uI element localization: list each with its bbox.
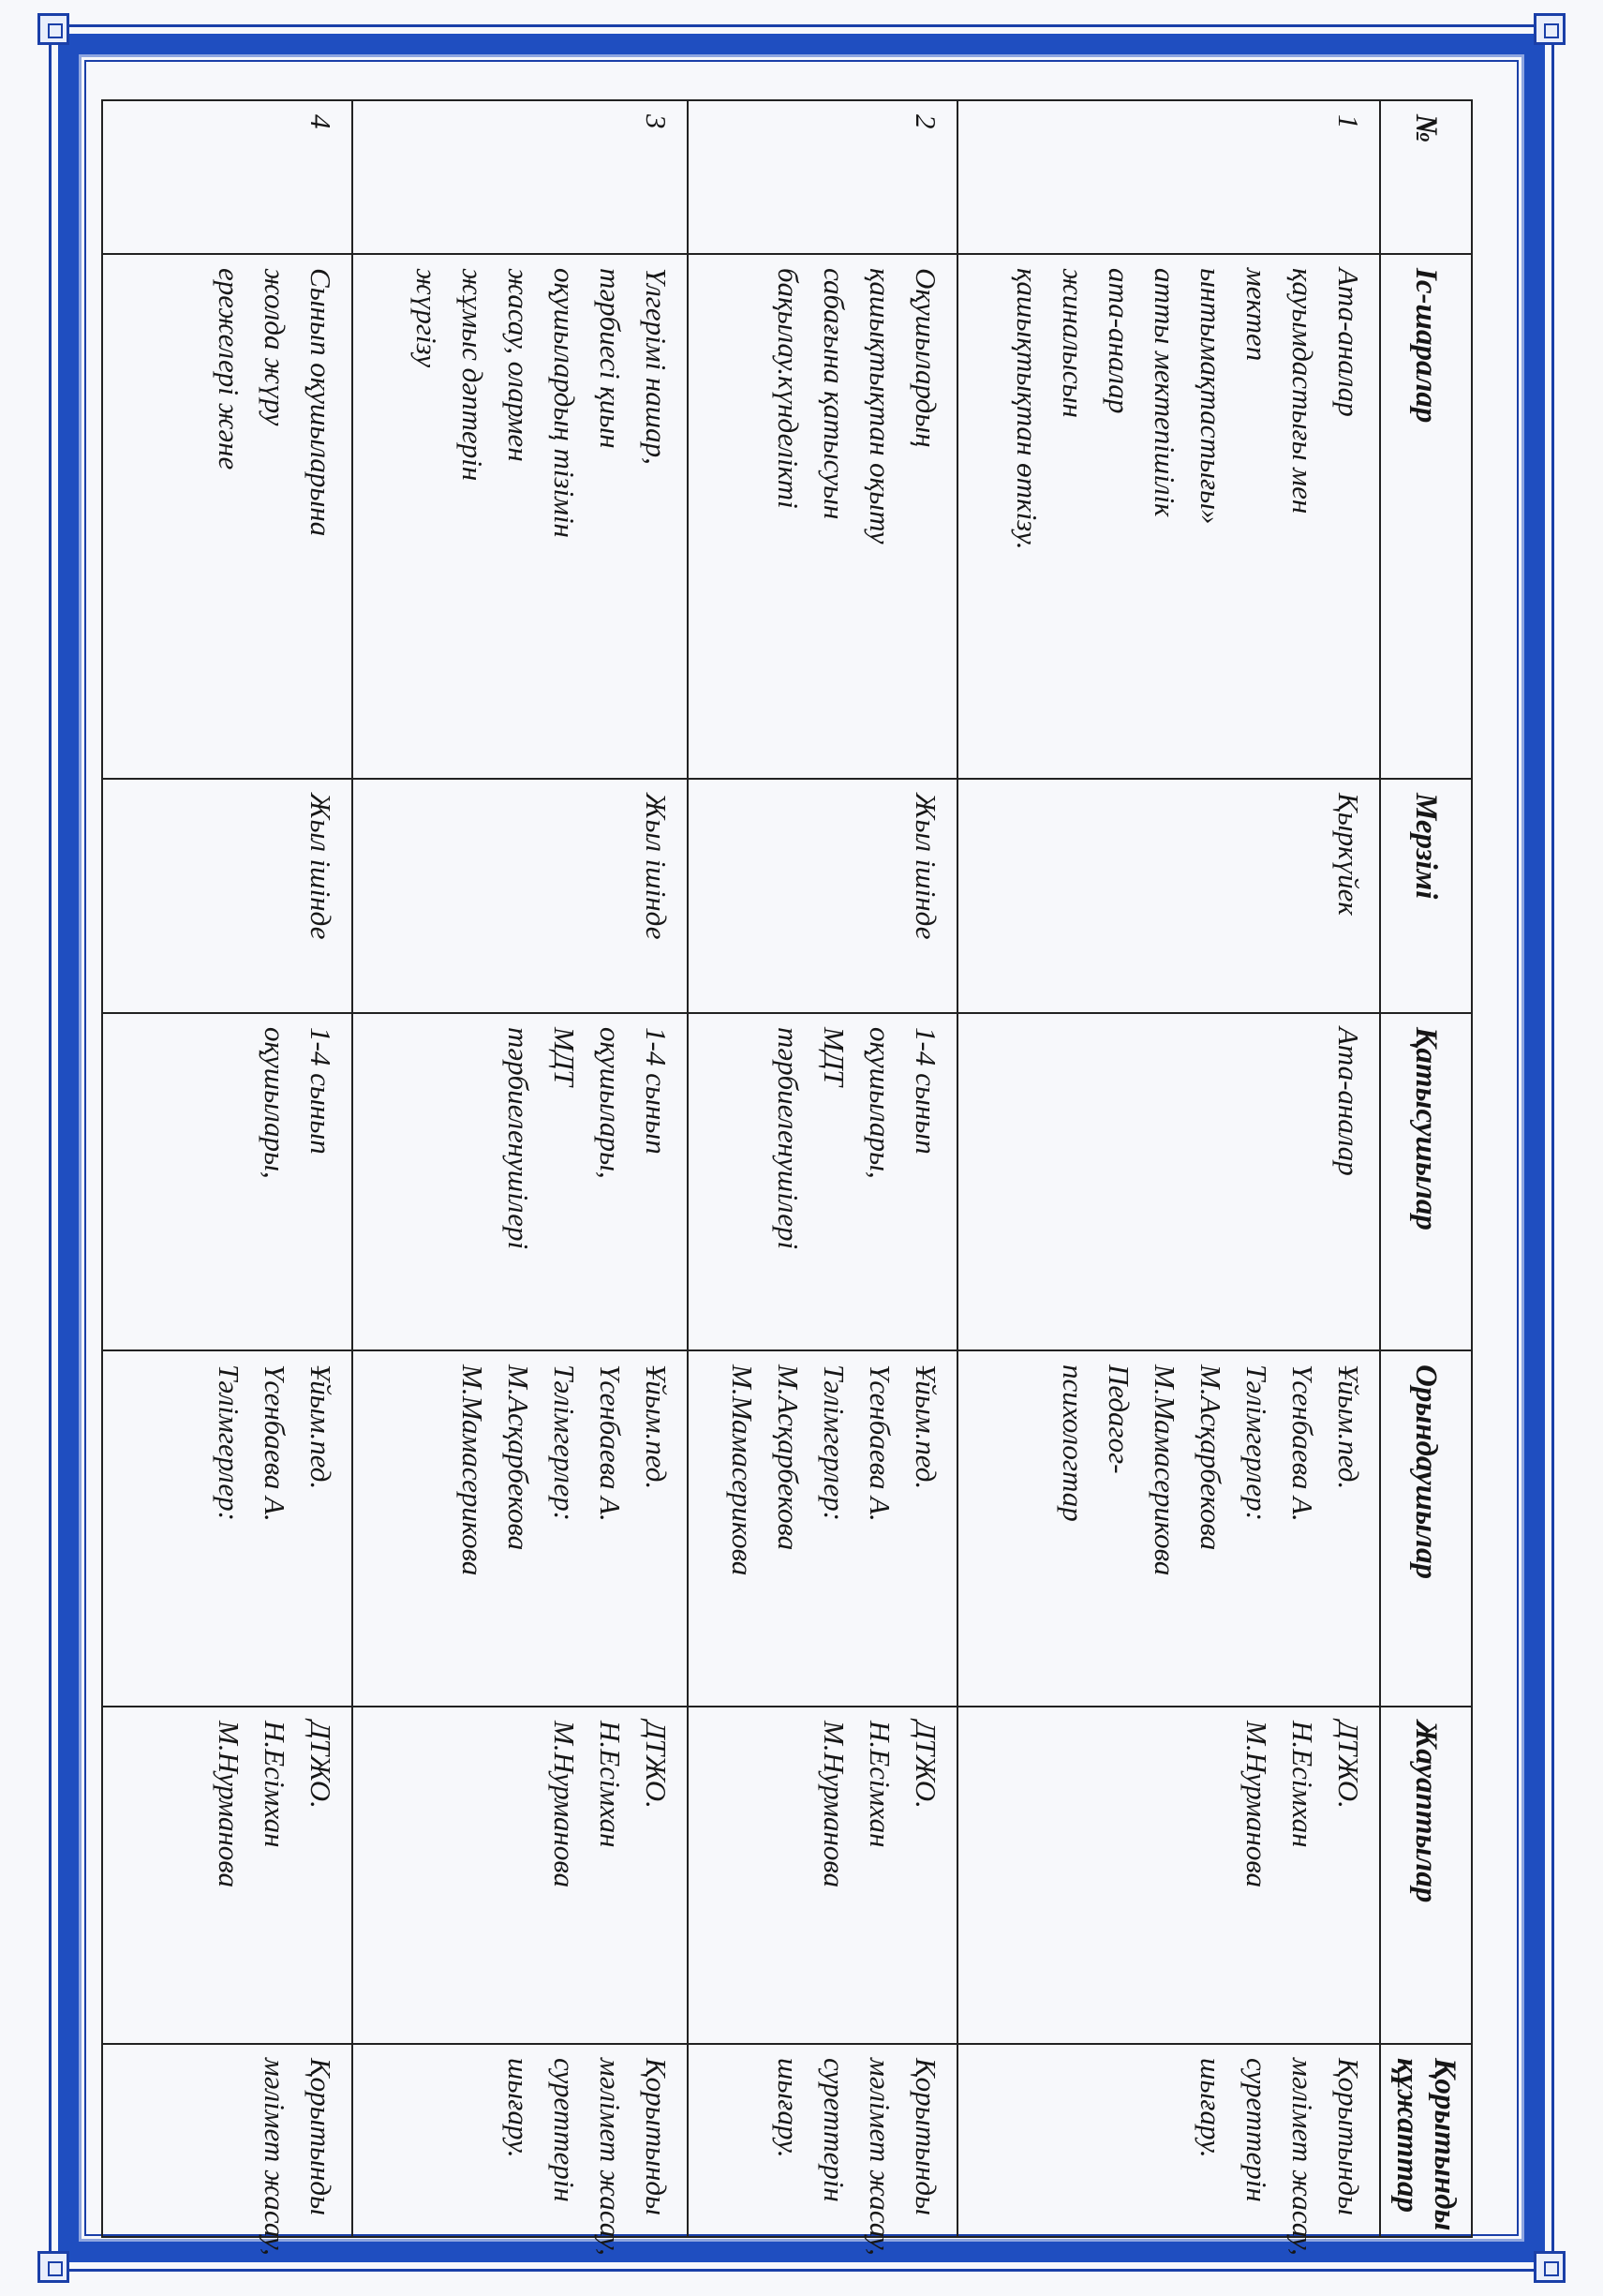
cell-text-line: тәрбиеленушілері <box>771 1027 805 1250</box>
cell-event <box>688 254 957 779</box>
cell-text-line: оқушылары, <box>259 1027 292 1179</box>
header-number: № <box>1380 100 1472 254</box>
cell-text-line: Қорытынды <box>909 2058 943 2216</box>
cell-participants <box>957 1013 1380 1350</box>
table-row <box>688 100 957 2237</box>
cell-text-line: Қорытынды <box>640 2058 674 2216</box>
cell-text-line: МДТ <box>548 1027 582 1086</box>
cell-text-line: оқушылары, <box>594 1027 628 1179</box>
cell-text-line: шығару. <box>502 2058 536 2158</box>
cell-text-line: бақылау.күнделікті <box>771 268 805 509</box>
table-header-row <box>1380 100 1472 2237</box>
cell-text-line: жұмыс дәптерін <box>456 268 490 482</box>
cell-text-line: сабағына қатысуын <box>817 268 851 520</box>
cell-text-line: Ұйым.пед. <box>304 1364 338 1490</box>
cell-text-line: Үсенбаева А. <box>594 1364 628 1522</box>
cell-text-line: Үсенбаева А. <box>259 1364 292 1522</box>
cell-text-line: мәлімет жасау, <box>594 2058 628 2256</box>
cell-participants <box>102 1013 352 1350</box>
cell-documents <box>102 2044 352 2256</box>
cell-text-line: Үсенбаева А. <box>863 1364 897 1522</box>
cell-text-line: жүргізу <box>410 268 444 368</box>
cell-text-line: Оқушылардың <box>909 268 943 448</box>
cell-text-line: суреттерін <box>1240 2058 1273 2202</box>
cell-text-line: Қыркүйек <box>1332 793 1365 916</box>
cell-text-line: суреттерін <box>817 2058 851 2202</box>
cell-text-line: тәрбиесі қиын <box>594 268 628 449</box>
cell-text-line: ДТЖО. <box>640 1721 674 1809</box>
cell-participants <box>352 1013 688 1350</box>
cell-text-line: мектеп <box>1240 268 1273 362</box>
cell-documents <box>957 2044 1380 2256</box>
cell-text-line: М.Нурманова <box>548 1721 582 1888</box>
cell-text-line: М.Асқарбекова <box>1195 1364 1227 1551</box>
cell-text-line: Н.Есімхан <box>259 1721 292 1848</box>
cell-text-line: ДТЖО. <box>909 1721 943 1809</box>
table-row <box>102 100 352 2237</box>
cell-text-line: Сынып оқушыларына <box>304 268 338 537</box>
frame-corner-ornament <box>37 2251 69 2283</box>
cell-text-line: М.Асқарбекова <box>771 1364 805 1551</box>
cell-text-line: жасау, олармен <box>502 268 536 462</box>
cell-text-line: қашықтықтан оқыту <box>863 268 897 544</box>
cell-executors <box>102 1350 352 1707</box>
cell-text-line: Н.Есімхан <box>863 1721 897 1848</box>
cell-term <box>688 779 957 1013</box>
cell-text-line: мәлімет жасау, <box>863 2058 897 2256</box>
cell-text-line: шығару. <box>1195 2058 1227 2158</box>
header-events: Іс-шаралар <box>1380 254 1472 779</box>
cell-text-line: атты мектепішілік <box>1149 268 1181 517</box>
cell-text-line: 1-4 сынып <box>909 1027 943 1155</box>
cell-text-line: Жыл ішінде <box>304 793 338 940</box>
header-participants: Қатысушылар <box>1380 1013 1472 1350</box>
cell-text-line: Жыл ішінде <box>640 793 674 940</box>
cell-term <box>957 779 1380 1013</box>
cell-text-line: Ұйым.пед. <box>1332 1364 1365 1490</box>
cell-text-line: М.Нурманова <box>213 1721 246 1888</box>
cell-text-line: М.Нурманова <box>817 1721 851 1888</box>
cell-text-line: Қорытынды <box>304 2058 338 2216</box>
cell-text-line: Жыл ішінде <box>909 793 943 940</box>
cell-text-line: жолда жүру <box>259 268 292 426</box>
cell-number: 3 <box>352 100 688 254</box>
cell-text-line: Педагог- <box>1103 1364 1135 1474</box>
table-row <box>352 100 688 2237</box>
cell-text-line: оқушылары, <box>863 1027 897 1179</box>
cell-text-line: суреттерін <box>548 2058 582 2202</box>
cell-text-line: ата-аналар <box>1103 268 1135 414</box>
cell-text-line: ДТЖО. <box>304 1721 338 1809</box>
cell-text-line: М.Мамасерикова <box>456 1364 490 1576</box>
cell-participants <box>688 1013 957 1350</box>
event-plan-table <box>101 99 1473 2256</box>
cell-term <box>352 779 688 1013</box>
cell-text-line: Ұйым.пед. <box>640 1364 674 1490</box>
cell-text-line: ынтымақтастығы» <box>1195 268 1227 525</box>
cell-text-line: оқушылардың тізімін <box>548 268 582 538</box>
cell-text-line: Тәлімгерлер: <box>1240 1364 1273 1521</box>
header-documents: Қорытынды құжаттар <box>1380 2044 1472 2237</box>
cell-text-line: Тәлімгерлер: <box>817 1364 851 1521</box>
cell-executors <box>688 1350 957 1707</box>
cell-text-line: Үсенбаева А. <box>1286 1364 1319 1522</box>
cell-number: 2 <box>688 100 957 254</box>
cell-text-line: ережелері және <box>213 268 246 470</box>
cell-number: 4 <box>102 100 352 254</box>
cell-text-line: қауымдастығы мен <box>1286 268 1319 514</box>
cell-number: 1 <box>957 100 1380 254</box>
cell-text-line: 1-4 сынып <box>640 1027 674 1155</box>
cell-documents <box>352 2044 688 2256</box>
cell-text-line: Қорытынды <box>1332 2058 1365 2216</box>
cell-text-line: Ата-аналар <box>1332 1027 1365 1176</box>
cell-text-line: психологтар <box>1057 1364 1090 1522</box>
header-responsible: Жауаптылар <box>1380 1707 1472 2044</box>
cell-event <box>102 254 352 779</box>
cell-event <box>352 254 688 779</box>
cell-text-line: М.Мамасерикова <box>1149 1364 1181 1576</box>
cell-executors <box>352 1350 688 1707</box>
cell-responsible <box>352 1707 688 2044</box>
cell-text-line: М.Асқарбекова <box>502 1364 536 1551</box>
cell-text-line: ДТЖО. <box>1332 1721 1365 1809</box>
cell-term <box>102 779 352 1013</box>
cell-responsible <box>957 1707 1380 2044</box>
cell-documents <box>688 2044 957 2256</box>
cell-executors <box>957 1350 1380 1707</box>
cell-text-line: Ұйым.пед. <box>909 1364 943 1490</box>
frame-corner-ornament <box>1534 13 1566 45</box>
cell-text-line: Тәлімгерлер: <box>213 1364 246 1521</box>
cell-text-line: қашықтықтан өткізу. <box>1011 268 1044 550</box>
cell-text-line: МДТ <box>817 1027 851 1086</box>
cell-text-line: Ата-аналар <box>1332 268 1365 417</box>
cell-responsible <box>688 1707 957 2044</box>
cell-text-line: Тәлімгерлер: <box>548 1364 582 1521</box>
cell-text-line: тәрбиеленушілері <box>502 1027 536 1250</box>
cell-responsible <box>102 1707 352 2044</box>
frame-corner-ornament <box>1534 2251 1566 2283</box>
header-executors: Орындаушылар <box>1380 1350 1472 1707</box>
cell-text-line: мәлімет жасау, <box>1286 2058 1319 2256</box>
cell-text-line: мәлімет жасау, <box>259 2058 292 2256</box>
frame-corner-ornament <box>37 13 69 45</box>
cell-text-line: жиналысын <box>1057 268 1090 418</box>
cell-text-line: шығару. <box>771 2058 805 2158</box>
rotated-table-container <box>101 99 1473 2256</box>
cell-text-line: Үлгерімі нашар, <box>640 268 674 465</box>
cell-text-line: Н.Есімхан <box>594 1721 628 1848</box>
cell-text-line: 1-4 сынып <box>304 1027 338 1155</box>
header-term: Мерзімі <box>1380 779 1472 1013</box>
cell-text-line: М.Нурманова <box>1240 1721 1273 1888</box>
cell-event <box>957 254 1380 779</box>
table-row <box>957 100 1380 2237</box>
cell-text-line: Н.Есімхан <box>1286 1721 1319 1848</box>
cell-text-line: М.Мамасерикова <box>725 1364 759 1576</box>
